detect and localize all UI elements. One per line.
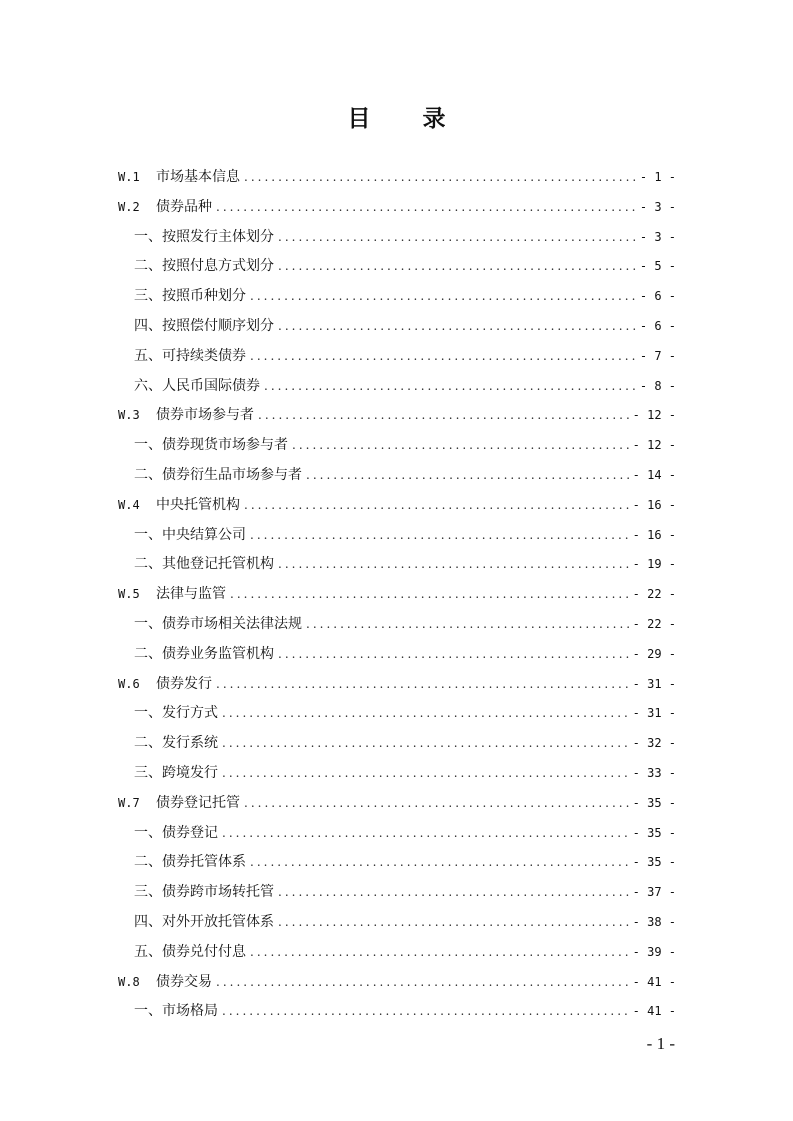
toc-entry-label: 三、债券跨市场转托管	[134, 884, 274, 901]
toc-subentry[interactable]	[118, 252, 676, 282]
toc-entry-number: W.8	[118, 974, 140, 989]
toc-entry-label: 五、债券兑付付息	[134, 943, 246, 960]
toc-entry-page: - 39 -	[632, 944, 676, 959]
toc-entry-page: - 22 -	[632, 587, 676, 602]
toc-entry-page: - 35 -	[632, 825, 676, 840]
toc-entry-label: 四、按照偿付顺序划分	[134, 317, 274, 334]
toc-entry-label: 二、债券托管体系	[134, 854, 246, 871]
toc-entry-number: W.3	[118, 408, 140, 423]
dot-leader	[278, 223, 636, 253]
page-title: 目 录	[347, 105, 468, 132]
toc-entry-label: 一、债券现货市场参与者	[134, 437, 288, 454]
toc-entry-page: - 37 -	[632, 885, 676, 900]
toc-entry-label: 一、按照发行主体划分	[134, 228, 274, 245]
dot-leader	[216, 670, 629, 700]
toc-entry-label: 法律与监管	[156, 586, 226, 603]
toc-entry-page: - 8 -	[639, 378, 676, 393]
toc-entry-label: 四、对外开放托管体系	[134, 913, 274, 930]
toc-entry-number: W.2	[118, 199, 140, 214]
toc-entry[interactable]	[118, 491, 676, 521]
toc-subentry[interactable]	[118, 997, 676, 1027]
dot-leader	[250, 521, 629, 551]
toc-entry-page: - 19 -	[632, 557, 676, 572]
dot-leader	[278, 640, 629, 670]
toc-subentry[interactable]	[118, 521, 676, 551]
toc-entry-page: - 41 -	[632, 974, 676, 989]
toc-entry-label: 一、发行方式	[134, 705, 218, 722]
toc-entry-number: W.7	[118, 795, 140, 810]
toc-entry-label: 一、市场格局	[134, 1003, 218, 1020]
dot-leader	[292, 431, 629, 461]
dot-leader	[306, 610, 629, 640]
toc-entry-page: - 7 -	[639, 348, 676, 363]
toc-subentry[interactable]	[118, 759, 676, 789]
dot-leader	[244, 789, 629, 819]
toc-entry-label: 中央托管机构	[156, 496, 240, 513]
toc-entry-label: 二、债券业务监管机构	[134, 645, 274, 662]
toc-entry-page: - 33 -	[632, 765, 676, 780]
toc-subentry[interactable]	[118, 729, 676, 759]
toc-entry-page: - 16 -	[632, 497, 676, 512]
dot-leader	[244, 491, 629, 521]
toc-entry-label: 二、债券衍生品市场参与者	[134, 466, 302, 483]
toc-entry-number: W.5	[118, 587, 140, 602]
toc-entry-page: - 35 -	[632, 795, 676, 810]
toc-subentry[interactable]	[118, 550, 676, 580]
toc-entry-label: 市场基本信息	[156, 169, 240, 185]
toc-entry[interactable]	[118, 401, 676, 431]
toc-entry-label: 债券品种	[156, 198, 212, 215]
toc-entry-label: 三、按照币种划分	[134, 288, 246, 305]
toc-subentry[interactable]	[118, 908, 676, 938]
dot-leader	[230, 580, 629, 610]
dot-leader	[278, 252, 636, 282]
dot-leader	[222, 699, 629, 729]
toc-entry-page: - 16 -	[632, 527, 676, 542]
toc-entry-label: 债券发行	[156, 675, 212, 692]
dot-leader	[250, 342, 636, 372]
toc-subentry[interactable]	[118, 431, 676, 461]
toc-entry-label: 债券交易	[156, 973, 212, 990]
toc-subentry[interactable]	[118, 819, 676, 849]
toc-entry-page: - 38 -	[632, 914, 676, 929]
toc-subentry[interactable]	[118, 342, 676, 372]
dot-leader	[250, 282, 636, 312]
toc-entry-number: W.6	[118, 676, 140, 691]
toc-entry-label: 六、人民币国际债券	[134, 377, 260, 394]
toc-entry-page: - 6 -	[639, 289, 676, 304]
toc-entry-number: W.1	[118, 170, 140, 184]
toc-subentry[interactable]	[118, 223, 676, 253]
toc-subentry[interactable]	[118, 282, 676, 312]
toc-entry-page: - 3 -	[639, 199, 676, 214]
dot-leader	[278, 312, 636, 342]
toc-entry[interactable]	[118, 193, 676, 223]
toc-subentry[interactable]	[118, 372, 676, 402]
dot-leader	[250, 938, 629, 968]
toc-entry-page: - 35 -	[632, 855, 676, 870]
toc-entry-page: - 5 -	[639, 259, 676, 274]
toc-entry-page: - 32 -	[632, 736, 676, 751]
dot-leader	[264, 372, 636, 402]
dot-leader	[216, 193, 636, 223]
dot-leader	[244, 163, 636, 193]
toc-entry-number: W.4	[118, 497, 140, 512]
toc-subentry[interactable]	[118, 848, 676, 878]
table-of-contents	[118, 163, 676, 1027]
toc-entry[interactable]	[118, 968, 676, 998]
toc-entry[interactable]	[118, 163, 676, 193]
toc-entry-label: 五、可持续类债券	[134, 347, 246, 364]
dot-leader	[222, 819, 629, 849]
toc-subentry[interactable]	[118, 878, 676, 908]
toc-entry-page: - 12 -	[632, 408, 676, 423]
toc-entry-label: 二、其他登记托管机构	[134, 556, 274, 573]
dot-leader	[222, 997, 629, 1027]
toc-entry[interactable]	[118, 670, 676, 700]
toc-entry-page: - 22 -	[632, 616, 676, 631]
toc-subentry[interactable]	[118, 610, 676, 640]
dot-leader	[278, 908, 629, 938]
toc-entry-label: 一、中央结算公司	[134, 526, 246, 543]
toc-entry-label: 债券市场参与者	[156, 407, 254, 424]
dot-leader	[216, 968, 629, 998]
toc-entry-label: 债券登记托管	[156, 794, 240, 811]
dot-leader	[222, 759, 629, 789]
toc-entry[interactable]	[118, 789, 676, 819]
dot-leader	[222, 729, 629, 759]
toc-entry-page: - 1 -	[639, 170, 676, 184]
toc-entry-label: 二、按照付息方式划分	[134, 258, 274, 275]
toc-entry-label: 一、债券市场相关法律法规	[134, 615, 302, 632]
dot-leader	[278, 878, 629, 908]
toc-entry-page: - 3 -	[639, 229, 676, 244]
toc-entry-label: 一、债券登记	[134, 824, 218, 841]
toc-subentry[interactable]	[118, 461, 676, 491]
toc-entry-page: - 31 -	[632, 706, 676, 721]
toc-entry-page: - 14 -	[632, 467, 676, 482]
dot-leader	[306, 461, 629, 491]
toc-subentry[interactable]	[118, 312, 676, 342]
toc-subentry[interactable]	[118, 699, 676, 729]
toc-entry-label: 二、发行系统	[134, 735, 218, 752]
toc-subentry[interactable]	[118, 938, 676, 968]
dot-leader	[258, 401, 629, 431]
toc-entry[interactable]	[118, 580, 676, 610]
toc-entry-page: - 12 -	[632, 438, 676, 453]
page-number: - 1 -	[646, 1034, 675, 1053]
dot-leader	[250, 848, 629, 878]
toc-entry-page: - 29 -	[632, 646, 676, 661]
dot-leader	[278, 550, 629, 580]
toc-subentry[interactable]	[118, 640, 676, 670]
toc-entry-label: 三、跨境发行	[134, 764, 218, 781]
toc-entry-page: - 41 -	[632, 1004, 676, 1019]
toc-entry-page: - 6 -	[639, 318, 676, 333]
toc-entry-page: - 31 -	[632, 676, 676, 691]
